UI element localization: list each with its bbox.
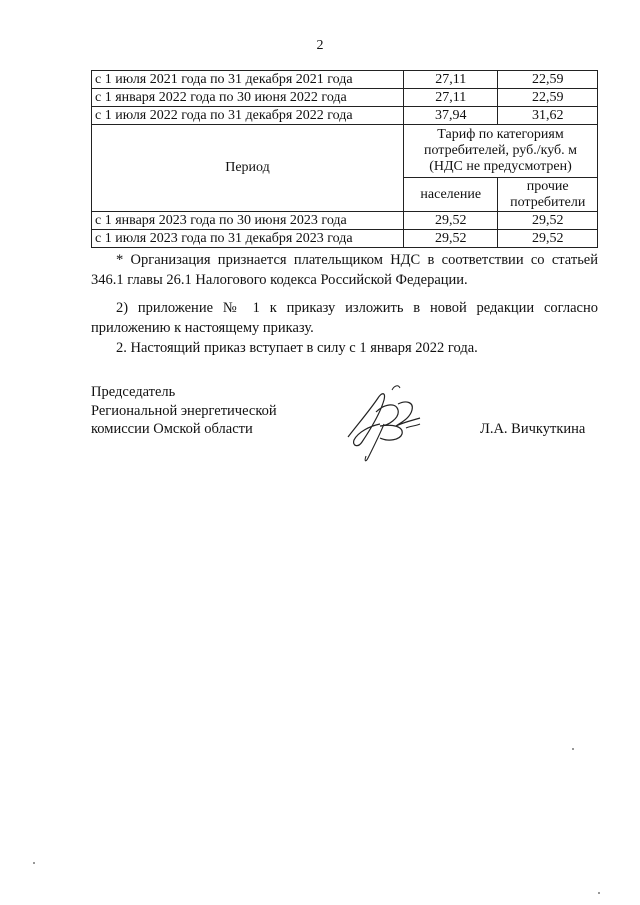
scan-speck: [598, 892, 600, 894]
population-tariff-cell: 27,11: [404, 71, 498, 89]
other-tariff-cell: 29,52: [498, 230, 598, 248]
population-tariff-cell: 29,52: [404, 230, 498, 248]
other-tariff-cell: 31,62: [498, 107, 598, 125]
table-row: [92, 89, 598, 107]
table-row: [92, 107, 598, 125]
amendment-paragraph: 2) приложение № 1 к приказу изложить в новой редакции согласно приложению к настоящему приказу.: [91, 300, 598, 336]
period-cell: с 1 июля 2022 года по 31 декабря 2022 года: [92, 107, 404, 125]
handwritten-signature: [340, 382, 430, 464]
other-tariff-cell: 22,59: [498, 89, 598, 107]
period-cell: с 1 января 2022 года по 30 июня 2022 года: [92, 89, 404, 107]
table-header-row: [92, 125, 598, 178]
population-tariff-cell: 29,52: [404, 212, 498, 230]
tariff-table: [91, 70, 598, 248]
scan-speck: [572, 748, 574, 750]
table-row: [92, 71, 598, 89]
table-row: [92, 212, 598, 230]
page-number: 2: [316, 38, 324, 53]
scan-speck: [33, 862, 35, 864]
period-header: Период: [92, 125, 404, 212]
other-tariff-cell: 22,59: [498, 71, 598, 89]
period-cell: с 1 июля 2021 года по 31 декабря 2021 года: [92, 71, 404, 89]
vat-footnote: * Организация признается плательщиком НДС в соответствии со статьей 346.1 главы 26.1 Налогового кодекса Российской Федерации.: [91, 252, 598, 288]
period-cell: с 1 января 2023 года по 30 июня 2023 года: [92, 212, 404, 230]
tariff-category-header: Тариф по категориям потребителей, руб./куб. м (НДС не предусмотрен): [404, 125, 598, 178]
signatory-title-line: Региональной энергетической: [91, 402, 277, 419]
signatory-title: [91, 383, 277, 439]
population-tariff-cell: 37,94: [404, 107, 498, 125]
other-tariff-cell: 29,52: [498, 212, 598, 230]
signatory-title-line: комиссии Омской области: [91, 421, 253, 437]
table-row: [92, 230, 598, 248]
period-cell: с 1 июля 2023 года по 31 декабря 2023 года: [92, 230, 404, 248]
other-consumers-header: прочие потребители: [498, 178, 598, 212]
population-header: население: [404, 178, 498, 212]
population-tariff-cell: 27,11: [404, 89, 498, 107]
signatory-name: Л.А. Вичкуткина: [480, 421, 586, 437]
signatory-title-line: Председатель: [91, 384, 176, 400]
effective-date-paragraph: 2. Настоящий приказ вступает в силу с 1 января 2022 года.: [116, 340, 478, 356]
